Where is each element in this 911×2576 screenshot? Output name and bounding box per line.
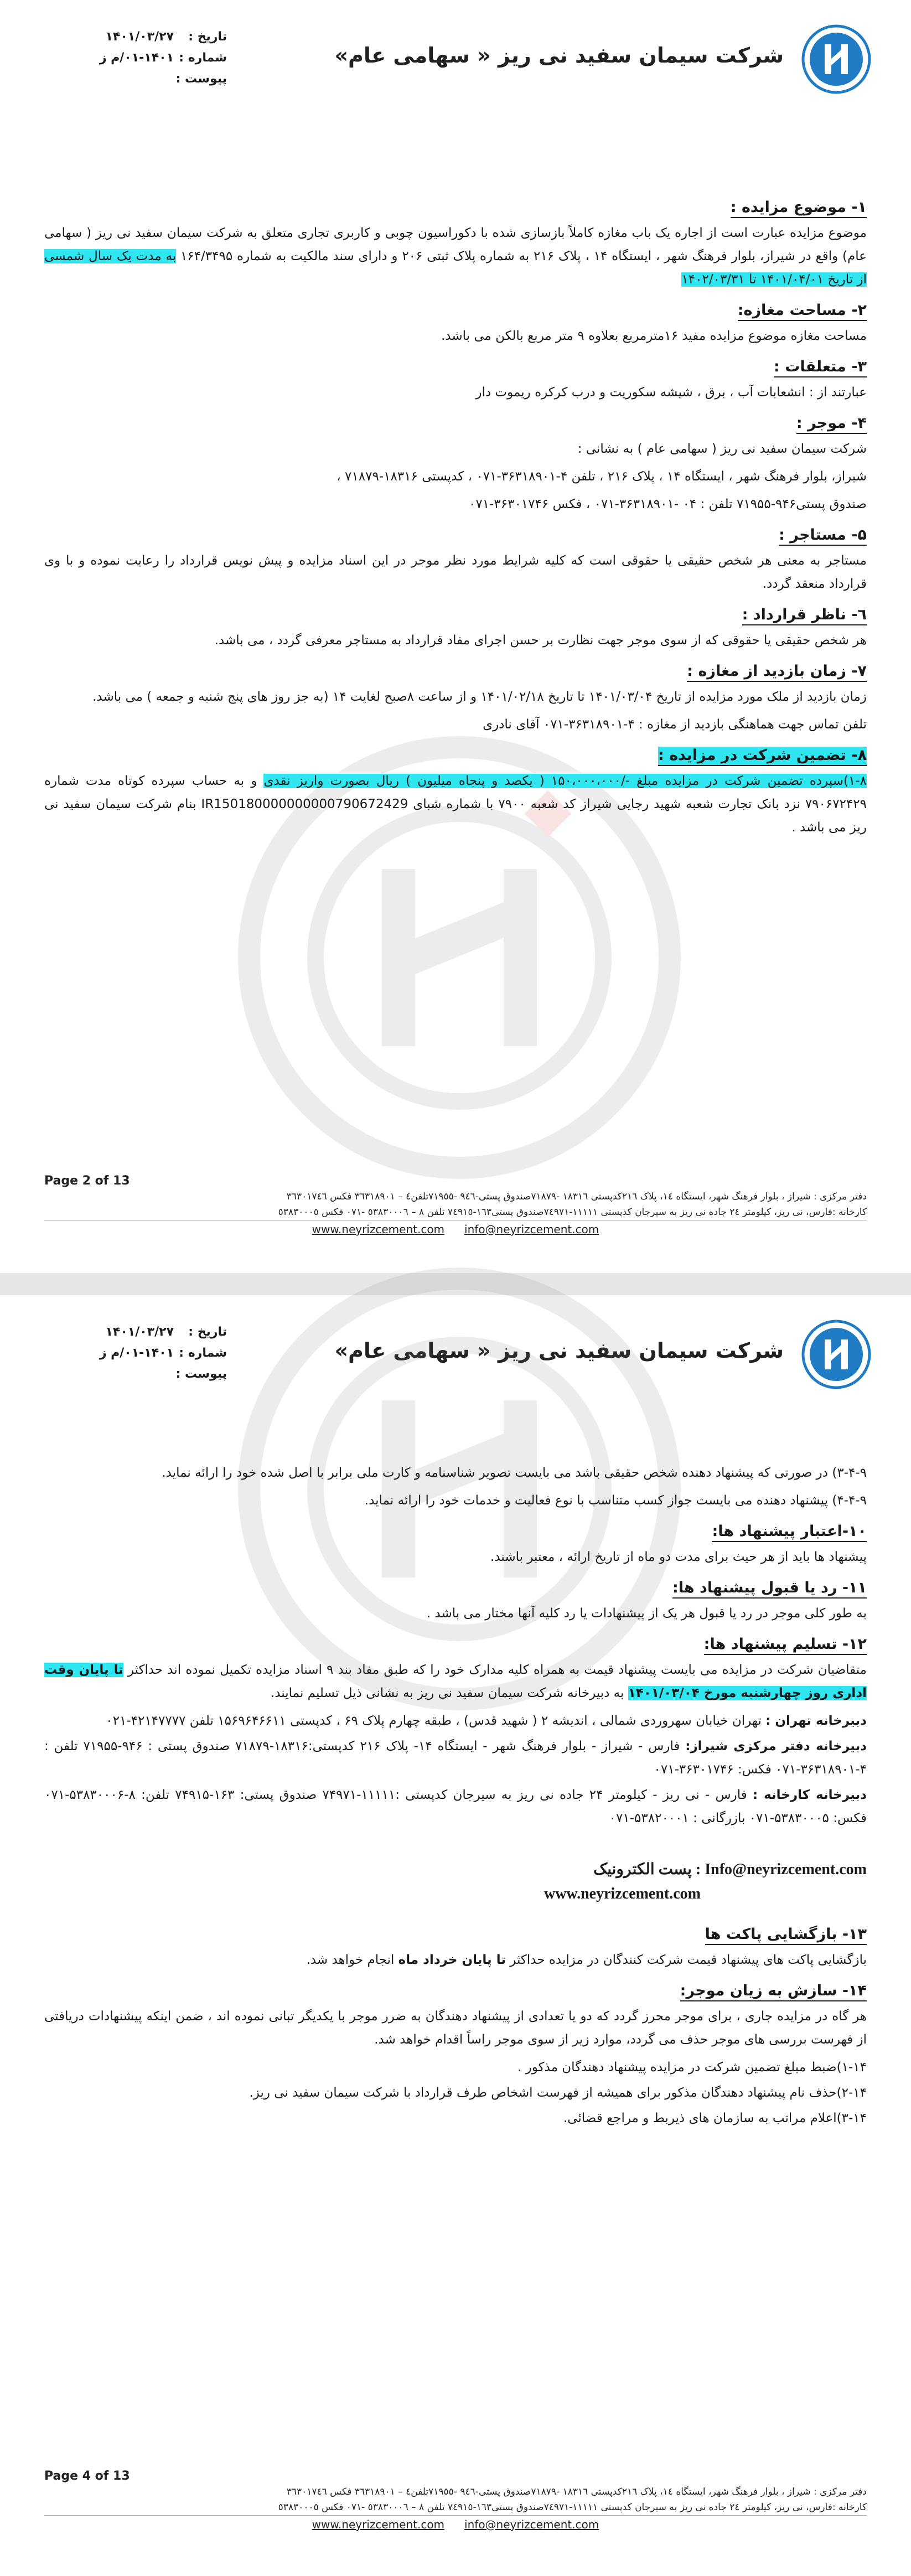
paragraph: هر گاه در مزایده جاری ، برای موجر محرز گردد که دو یا تعدادی از پیشنهاد دهندگان به ضرر موجر با یکدیگر تبانی نموده اند ، ضمن اینکه پیشنهادات دریافتی از فهرست بررسی های موجر حذف می گردد، موارد زیر از سوی موجر راساً اقدام خواهد شد. — [44, 2009, 867, 2047]
company-logo-icon — [800, 23, 872, 95]
document-page-2 — [0, 0, 911, 1273]
company-logo-icon — [800, 1318, 872, 1390]
address-shiraz: دبیرخانه دفتر مرکزی شیراز: فارس - شیراز - بلوار فرهنگ شهر - ایستگاه ۱۴- پلاک ۲۱۶ کدپستی:۱۸۳۱۶-۷۱۸۷۹ صندوق پستی : ۹۴۶-۷۱۹۵۵ تلفن : ۴-۳۶۳۱۸۹۰۱-۰۷۱ فکس: ۳۶۳۰۱۷۴۶-۰۷۱ — [44, 1739, 867, 1777]
paragraph: موضوع مزایده عبارت است از اجاره یک باب مغازه کاملاً بازسازی شده با دکوراسیون چوبی و کاربری تجاری متعلق به شرکت سیمان سفید نی ریز ( سهامی عام) واقع در شیراز، بلوار فرهنگ شهر ، ایستگاه ۱۴ ، پلاک ۲۱۶ به شماره پلاک ثبتی ۲۰۶ و دارای سند مالکیت به شماره ۱۶۴/۳۴۹۵ به مدت یک سال شمسی از تاریخ ۱۴۰۱/۰۴/۰۱ تا ۱۴۰۲/۰۳/۳۱ — [44, 226, 867, 287]
highlighted-text: به مدت یک سال شمسی از تاریخ ۱۴۰۱/۰۴/۰۱ تا ۱۴۰۲/۰۳/۳۱ — [44, 249, 867, 287]
date-label: تاریخ : — [188, 1325, 227, 1339]
page-body — [44, 188, 867, 844]
address-factory: دبیرخانه کارخانه : فارس - نی ریز - کیلومتر ۲۴ جاده نی ریز به سیرجان کدپستی :۱۱۱۱۱-۷۴۹۷۱ صندوق پستی: ۱۶۳-۷۴۹۱۵ تلفن: ۸-۵۳۸۳۰۰۰۶-۰۷۱ فکس: ۵۳۸۳۰۰۰۵-۰۷۱ بازرگانی : ۵۳۸۲۰۰۰۱-۰۷۱ — [44, 1788, 867, 1825]
email-link[interactable]: info@neyrizcement.com — [464, 1223, 599, 1236]
page-footer — [44, 1173, 867, 1237]
paragraph: مستاجر به معنی هر شخص حقیقی یا حقوقی است که کلیه شرایط مورد نظر موجر در این اسناد مزایده و پیش نویس قرارداد را رعایت نموده و با وی قرارداد منعقد گردد. — [44, 554, 867, 591]
footer-address-factory: کارخانه :فارس، نی ریز، کیلومتر ٢٤ جاده نی ریز به سیرجان کدپستی ١١١١١-٧٤٩٧١صندوق پستی١٦٣-٧٤٩١٥ تلفن ٨ – ٥٣٨٣٠٠٠٦ -٠٧١ فکس ٥٣٨٣٠٠٠٥ — [44, 1204, 867, 1220]
paragraph: ۱-۸)سپرده تضمین شرکت در مزایده مبلغ -/۱۵۰،۰۰۰،۰۰۰ ( یکصد و پنجاه میلیون ) ریال بصورت واریز نقدی و به حساب سپرده کوتاه مدت شماره ۷۹۰۶۷۲۴۲۹ نزد بانک تجارت شعبه شهید رجایی شیراز کد شعبه ۷۹۰۰ با شماره شبای IR150180000000000790672429 بنام شرکت سیمان سفید نی ریز می باشد . — [44, 774, 867, 835]
section-title: ۱- موضوع مزایده : — [44, 196, 867, 219]
email-label: : پست الکترونیک — [593, 1861, 701, 1878]
highlighted-text: ۱-۸)سپرده تضمین شرکت در مزایده مبلغ -/۱۵۰،۰۰۰،۰۰۰ ( یکصد و پنجاه میلیون ) ریال بصورت واریز نقدی — [263, 774, 867, 788]
list-item: ۳-۱۴)اعلام مراتب به سازمان های ذیربط و مراجع قضائی. — [563, 2111, 867, 2125]
date-label: تاریخ : — [188, 30, 227, 44]
page-footer — [44, 2469, 867, 2532]
paragraph: صندوق پستی۹۴۶-۷۱۹۵۵ تلفن : ۰۴ -۳۶۳۱۸۹۰۱-۰۷۱ ، فکس ۳۶۳۰۱۷۴۶-۰۷۱ — [469, 497, 867, 511]
date-value: ۱۴۰۱/۰۳/۲۷ — [105, 1325, 174, 1339]
section-title: ۲- مساحت مغازه: — [44, 299, 867, 322]
paragraph: ۳-۴-۹) در صورتی که پیشنهاد دهنده شخص حقیقی باشد می بایست تصویر شناسنامه و کارت ملی برابر با اصل شده خود را ارائه نماید. — [162, 1466, 867, 1480]
list-item: ۲-۱۴)حذف نام پیشنهاد دهندگان مذکور برای همیشه از فهرست اشخاص طرف قرارداد با شرکت سیمان سفید نی ریز. — [249, 2086, 867, 2100]
iban-number: IR150180000000000790672429 — [201, 797, 408, 811]
footer-address-office: دفتر مرکزی : شیراز ، بلوار فرهنگ شهر، ایستگاه ١٤، پلاک ٢١٦کدپستی ١٨٣١٦ -٧١٨٧٩صندوق پستی-٩٤٦ -٧١٩٥٥تلفن٤ – ٣٦٣١٨٩٠١ فکس ٣٦٣٠١٧٤٦ — [286, 1191, 867, 1202]
letterhead — [0, 17, 911, 105]
attachment-label: پیوست : — [175, 1367, 227, 1381]
number-value: ۰۱-۱۴۰۱/م ز — [99, 51, 174, 65]
website-link[interactable]: www.neyrizcement.com — [544, 1885, 701, 1902]
section-title: ۳- متعلقات : — [44, 355, 867, 379]
section-title: ۱۱- رد یا قبول پیشنهاد ها: — [44, 1576, 867, 1600]
section-title: ۱۴- سازش به زیان موجر: — [44, 1979, 867, 2003]
paragraph: شیراز، بلوار فرهنگ شهر ، ایستگاه ۱۴ ، پلاک ۲۱۶ ، تلفن ۴-۳۶۳۱۸۹۰۱-۰۷۱ ، کدپستی ۱۸۳۱۶-۷۱۸۷۹ ، — [337, 469, 867, 484]
number-value: ۰۱-۱۴۰۱/م ز — [99, 1346, 174, 1360]
section-title: ۱۲- تسلیم پیشنهاد ها: — [44, 1633, 867, 1656]
address-tehran: دبیرخانه تهران : تهران خیابان سهروردی شمالی ، اندیشه ۲ ( شهید قدس) ، طبقه چهارم پلاک ۶۹ ، کدپستی ۱۵۶۹۶۴۶۶۱۱ تلفن ۴۲۱۴۷۷۷۷-۰۲۱ — [106, 1714, 867, 1728]
paragraph: زمان بازدید از ملک مورد مزایده از تاریخ ۱۴۰۱/۰۳/۰۴ تا تاریخ ۱۴۰۱/۰۲/۱۸ و از ساعت ۸صبح لغایت ۱۴ (به جز روز های پنج شنبه و جمعه ) می باشد. — [92, 690, 867, 704]
paragraph: بازگشایی پاکت های پیشنهاد قیمت شرکت کنندگان در مزایده حداکثر تا پایان خرداد ماه انجام خواهد شد. — [306, 1953, 867, 1967]
paragraph: تلفن تماس جهت هماهنگی بازدید از مغازه : ۴-۳۶۳۱۸۹۰۱-۰۷۱ آقای نادری — [483, 717, 867, 732]
section-title: ۴- موجر : — [44, 412, 867, 435]
website-link[interactable]: www.neyrizcement.com — [312, 2518, 445, 2531]
highlighted-text: تا پایان وقت اداری روز چهارشنبه مورخ ۱۴۰۱/۰۳/۰۴ — [44, 1663, 867, 1700]
paragraph: شرکت سیمان سفید نی ریز ( سهامی عام ) به نشانی : — [577, 442, 867, 456]
list-item: ۱-۱۴)ضبط مبلغ تضمین شرکت در مزایده پیشنهاد دهندگان مذکور . — [517, 2060, 867, 2075]
page-number: Page 4 of 13 — [44, 2469, 130, 2483]
company-name: شرکت سیمان سفید نی ریز « سهامی عام» — [334, 43, 784, 68]
paragraph: متقاضیان شرکت در مزایده می بایست پیشنهاد قیمت به همراه کلیه مدارک خود را که طبق مفاد بند ۹ اسناد مزایده تکمیل نموده اند حداکثر تا پایان وقت اداری روز چهارشنبه مورخ ۱۴۰۱/۰۳/۰۴ به دبیرخانه شرکت سیمان سفید نی ریز به نشانی ذیل تسلیم نمایند. — [44, 1663, 867, 1700]
number-label: شماره : — [179, 1346, 227, 1360]
section-title: ۵- مستاجر : — [44, 524, 867, 547]
attachment-label: پیوست : — [175, 72, 227, 86]
date-value: ۱۴۰۱/۰۳/۲۷ — [105, 30, 174, 44]
company-name: شرکت سیمان سفید نی ریز « سهامی عام» — [334, 1338, 784, 1363]
paragraph: پیشنهاد ها باید از هر حیث برای مدت دو ماه از تاریخ ارائه ، معتبر باشند. — [490, 1550, 867, 1564]
footer-address-factory: کارخانه :فارس، نی ریز، کیلومتر ٢٤ جاده نی ریز به سیرجان کدپستی ١١١١١-٧٤٩٧١صندوق پستی١٦٣-٧٤٩١٥ تلفن ٨ – ٥٣٨٣٠٠٠٦ -٠٧١ فکس ٥٣٨٣٠٠٠٥ — [44, 2500, 867, 2516]
footer-contacts — [44, 1222, 867, 1237]
section-title: ۷- زمان بازدید از مغازه : — [44, 660, 867, 683]
paragraph: هر شخص حقیقی یا حقوقی که از سوی موجر جهت نظارت بر حسن اجرای مفاد قرارداد به مستاجر معرفی گردد ، می باشد. — [214, 633, 867, 648]
footer-address-office: دفتر مرکزی : شیراز ، بلوار فرهنگ شهر، ایستگاه ١٤، پلاک ٢١٦کدپستی ١٨٣١٦ -٧١٨٧٩صندوق پستی-٩٤٦ -٧١٩٥٥تلفن٤ – ٣٦٣١٨٩٠١ فکس ٣٦٣٠١٧٤٦ — [286, 2486, 867, 2497]
website-link[interactable]: www.neyrizcement.com — [312, 1223, 445, 1236]
paragraph: مساحت مغازه موضوع مزایده مفید ۱۶مترمربع بعلاوه ۹ متر مربع بالکن می باشد. — [441, 329, 867, 343]
section-title: ۱۳- بازگشایی پاکت ها — [44, 1923, 867, 1946]
page-number: Page 2 of 13 — [44, 1174, 130, 1188]
paragraph: به طور کلی موجر در رد یا قبول هر یک از پیشنهادات یا رد کلیه آنها مختار می باشد . — [426, 1606, 867, 1621]
section-title: ۸- تضمین شرکت در مزایده : — [44, 744, 867, 767]
document-page-4 — [0, 1295, 911, 2576]
number-label: شماره : — [179, 51, 227, 65]
letter-meta — [44, 27, 227, 90]
page-body — [44, 1461, 867, 2132]
footer-contacts — [44, 2517, 867, 2532]
section-title: ۱۰-اعتبار پیشنهاد ها: — [44, 1520, 867, 1543]
email-block — [44, 1858, 867, 1906]
letter-meta — [44, 1322, 227, 1385]
email-link[interactable]: info@neyrizcement.com — [464, 2518, 599, 2531]
email-link[interactable]: Info@neyrizcement.com — [705, 1861, 867, 1878]
paragraph: ۴-۴-۹) پیشنهاد دهنده می بایست جواز کسب متناسب با نوع فعالیت و خدمات خود را ارائه نماید. — [364, 1493, 867, 1508]
section-title: ٦- ناظر قرارداد : — [44, 603, 867, 627]
paragraph: عبارتند از : انشعابات آب ، برق ، شیشه سکوریت و درب کرکره ریموت دار — [475, 385, 867, 400]
